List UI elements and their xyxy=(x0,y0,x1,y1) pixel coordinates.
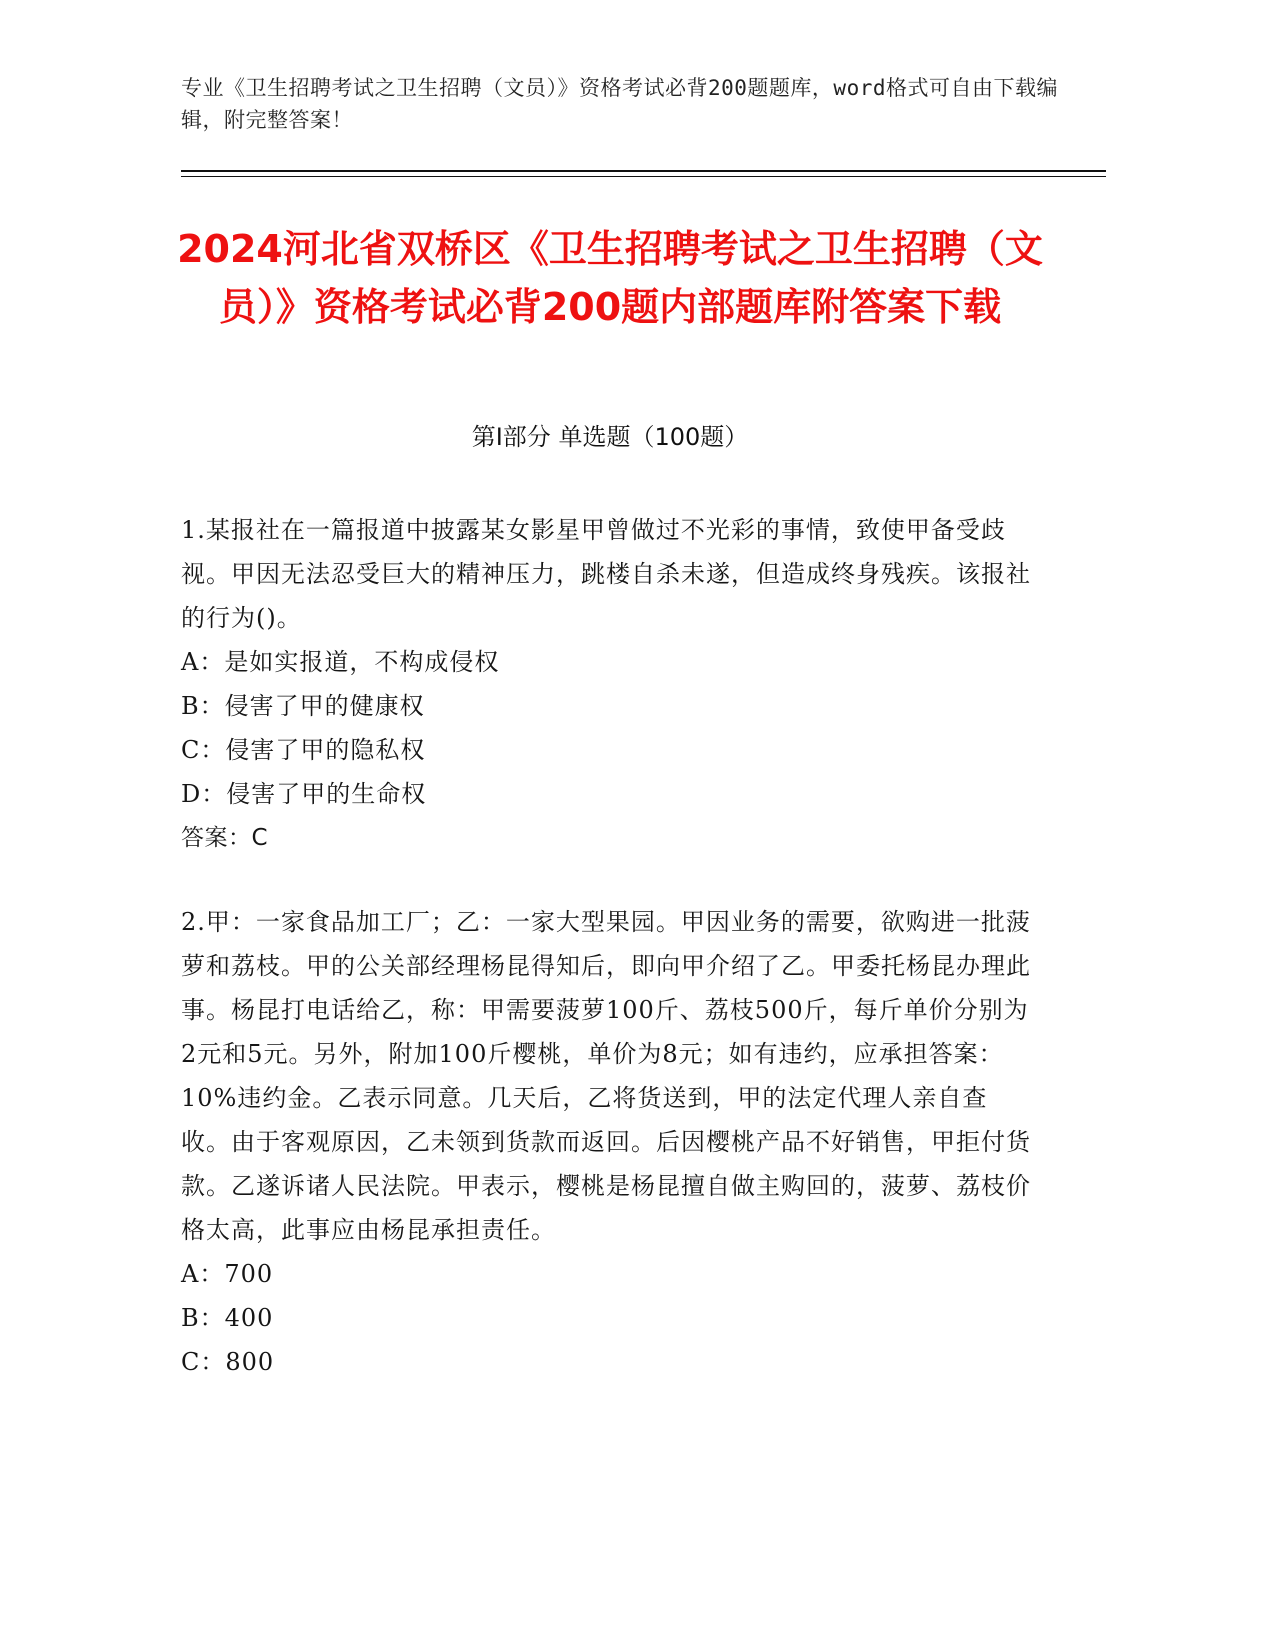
option-d: D：侵害了甲的生命权 xyxy=(181,780,427,808)
header-divider-thick xyxy=(181,170,1106,172)
answer-label: 答案：C xyxy=(181,825,269,851)
question-stem: 2.甲：一家食品加工厂；乙：一家大型果园。甲因业务的需要，欲购进一批菠萝和荔枝。甲的公关部经理杨昆得知后，即向甲介绍了乙。甲委托杨昆办理此事。杨昆打电话给乙，称：甲需要菠萝100斤、荔枝500斤，每斤单价分别为2元和5元。另外，附加100斤樱桃，单价为8元；如有违约，应承担答案：10%违约金。乙表示同意。几天后，乙将货送到，甲的法定代理人亲自查收。由于客观原因，乙未领到货款而返回。后因樱桃产品不好销售，甲拒付货款。乙遂诉诸人民法院。甲表示，樱桃是杨昆擅自做主购回的，菠萝、荔枝价格太高，此事应由杨昆承担责任。 xyxy=(181,908,1031,1244)
header-note: 专业《卫生招聘考试之卫生招聘（文员）》资格考试必背200题题库，word格式可自由下载编辑，附完整答案！ xyxy=(181,76,1058,132)
question-1 xyxy=(181,508,1031,860)
option-a: A：700 xyxy=(181,1260,274,1288)
option-a: A：是如实报道，不构成侵权 xyxy=(181,648,500,676)
section-title: 第I部分 单选题（100题） xyxy=(471,423,749,451)
question-stem: 1.某报社在一篇报道中披露某女影星甲曾做过不光彩的事情，致使甲备受歧视。甲因无法忍受巨大的精神压力，跳楼自杀未遂，但造成终身残疾。该报社的行为()。 xyxy=(181,516,1031,632)
question-2 xyxy=(181,900,1031,1384)
header-divider-thin xyxy=(181,176,1106,177)
option-c: C：侵害了甲的隐私权 xyxy=(181,736,426,764)
option-b: B：400 xyxy=(181,1304,274,1332)
option-c: C：800 xyxy=(181,1348,275,1376)
option-b: B：侵害了甲的健康权 xyxy=(181,692,425,720)
document-title: 2024河北省双桥区《卫生招聘考试之卫生招聘（文员）》资格考试必背200题内部题库附答案下载 xyxy=(177,227,1043,329)
